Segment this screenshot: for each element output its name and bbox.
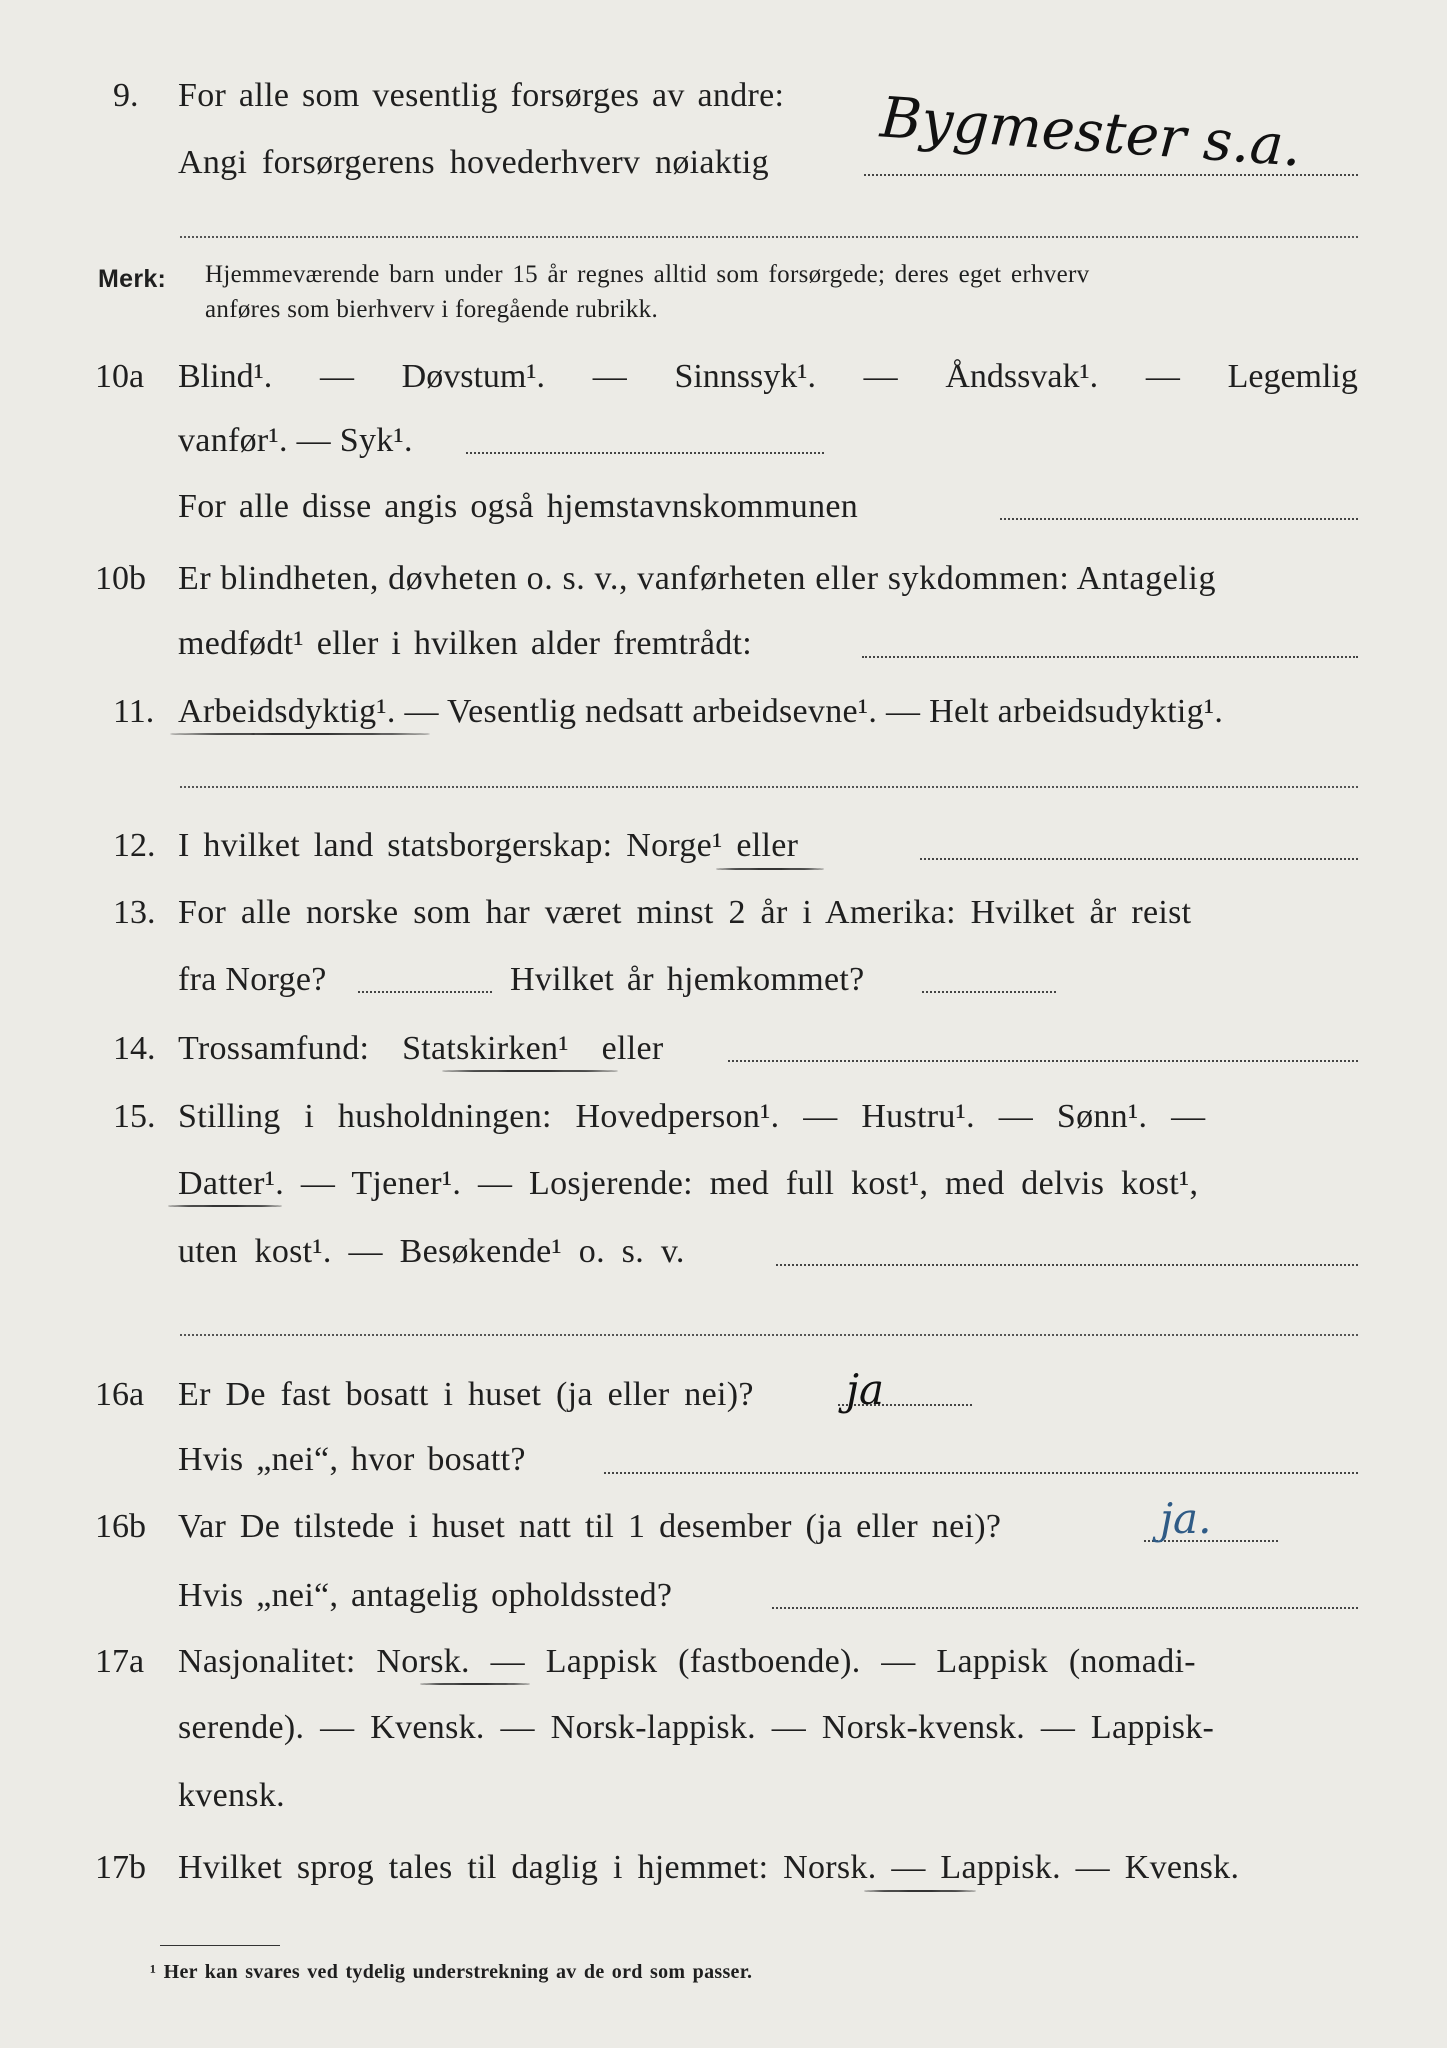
q11-line1: Arbeidsdyktig¹. — Vesentlig nedsatt arbeidsevne¹. — Helt arbeidsudyktig¹.: [178, 693, 1224, 730]
q10a-line2: vanfør¹. — Syk¹.: [178, 422, 413, 459]
q17a-line2: serende). — Kvensk. — Norsk-lappisk. — Norsk-kvensk. — Lappisk-: [178, 1709, 1215, 1746]
q15-line1: Stilling i husholdningen: Hovedperson¹. — Hustru¹. — Sønn¹. —: [178, 1098, 1206, 1135]
q17b-line1: Hvilket sprog tales til daglig i hjemmet: Norsk. — Lappisk. — Kvensk.: [178, 1849, 1240, 1886]
q14-number: 14.: [113, 1030, 156, 1067]
merk-label: Merk:: [98, 265, 167, 293]
q10a-w3: —: [592, 358, 627, 395]
q12-number: 12.: [113, 827, 156, 864]
q11-extra-line: [180, 786, 1358, 788]
q10a-line3-dots: [1000, 518, 1358, 520]
q16b-line2: Hvis „nei“, antagelig opholdssted?: [178, 1577, 673, 1614]
q13-number: 13.: [113, 894, 156, 931]
q15-extra-line: [180, 1334, 1358, 1336]
q16a-line2: Hvis „nei“, hvor bosatt?: [178, 1441, 526, 1478]
q10b-line1: Er blindheten, døvheten o. s. v., vanførheten eller sykdommen: Antagelig: [178, 560, 1217, 597]
q10a-w6: Åndssvak¹.: [945, 358, 1099, 395]
q13-dots-hjemkommet: [922, 991, 1056, 993]
q13-line2a: fra Norge?: [178, 961, 327, 998]
q13-line1: For alle norske som har været minst 2 år i Amerika: Hvilket år reist: [178, 894, 1192, 931]
q10a-w5: —: [863, 358, 898, 395]
q10a-w7: —: [1145, 358, 1180, 395]
q15-line2: Datter¹. — Tjener¹. — Losjerende: med full kost¹, med delvis kost¹,: [178, 1165, 1199, 1202]
q16b-handwritten-answer[interactable]: ja.: [1160, 1494, 1212, 1543]
q16a-number: 16a: [95, 1376, 145, 1413]
q14-dots: [728, 1060, 1358, 1062]
footnote: ¹ Her kan svares ved tydelig understrekning av de ord som passer.: [150, 1961, 753, 1983]
q10a-w2: Døvstum¹.: [401, 358, 546, 395]
q17a-line1: Nasjonalitet: Norsk. — Lappisk (fastboende). — Lappisk (nomadi-: [178, 1643, 1196, 1680]
q10a-w8: Legemlig: [1227, 358, 1358, 395]
q11-underline-arbeidsdyktig[interactable]: [170, 733, 430, 735]
q9-line1: For alle som vesentlig forsørges av andre:: [178, 77, 785, 114]
q15-number: 15.: [113, 1098, 156, 1135]
q17a-underline-norsk[interactable]: [420, 1683, 530, 1685]
q9-handwritten-answer[interactable]: Bygmester s.a.: [878, 85, 1304, 180]
q9-extra-line: [180, 236, 1358, 238]
q10b-dots: [862, 656, 1358, 658]
q15-dots: [776, 1264, 1358, 1266]
q11-number: 11.: [113, 693, 155, 730]
q15-underline-datter[interactable]: [168, 1205, 282, 1207]
q13-line2b: Hvilket år hjemkommet?: [510, 961, 865, 998]
q10a-w4: Sinnssyk¹.: [674, 358, 816, 395]
q9-line2: Angi forsørgerens hovederhverv nøiaktig: [178, 144, 769, 181]
q10a-number: 10a: [95, 358, 145, 395]
merk-line2: anføres som bierhverv i foregående rubrikk.: [205, 296, 659, 323]
merk-line1: Hjemmeværende barn under 15 år regnes alltid som forsørgede; deres eget erhverv: [205, 261, 1090, 288]
q12-underline-norge[interactable]: [716, 868, 824, 870]
q10a-line2-dots: [466, 452, 824, 454]
q9-number: 9.: [113, 77, 139, 114]
q14-line1: Trossamfund: Statskirken¹ eller: [178, 1030, 664, 1067]
q17b-underline-norsk[interactable]: [864, 1890, 976, 1892]
q12-line1: I hvilket land statsborgerskap: Norge¹ eller: [178, 827, 799, 864]
q13-dots-reist: [358, 991, 492, 993]
q16b-line2-dots: [772, 1607, 1358, 1609]
q10b-number: 10b: [95, 560, 146, 597]
q15-line3: uten kost¹. — Besøkende¹ o. s. v.: [178, 1233, 685, 1270]
q10a-line1: [178, 357, 1358, 397]
q17a-line3: kvensk.: [178, 1777, 285, 1814]
q16a-line1: Er De fast bosatt i huset (ja eller nei)?: [178, 1376, 754, 1413]
q16a-line2-dots: [604, 1472, 1358, 1474]
q10a-line3: For alle disse angis også hjemstavnskommunen: [178, 488, 859, 525]
q10b-line2: medfødt¹ eller i hvilken alder fremtrådt:: [178, 625, 753, 662]
q16b-number: 16b: [95, 1508, 146, 1545]
q10a-w1: —: [319, 358, 354, 395]
q10a-w0: Blind¹.: [178, 358, 273, 395]
footnote-rule: [160, 1945, 280, 1946]
q16a-handwritten-answer[interactable]: ja: [846, 1365, 885, 1414]
q14-underline-statskirken[interactable]: [442, 1070, 618, 1072]
q17a-number: 17a: [95, 1643, 145, 1680]
q17b-number: 17b: [95, 1849, 146, 1886]
q16b-line1: Var De tilstede i huset natt til 1 desember (ja eller nei)?: [178, 1508, 1002, 1545]
q12-dots: [920, 858, 1358, 860]
